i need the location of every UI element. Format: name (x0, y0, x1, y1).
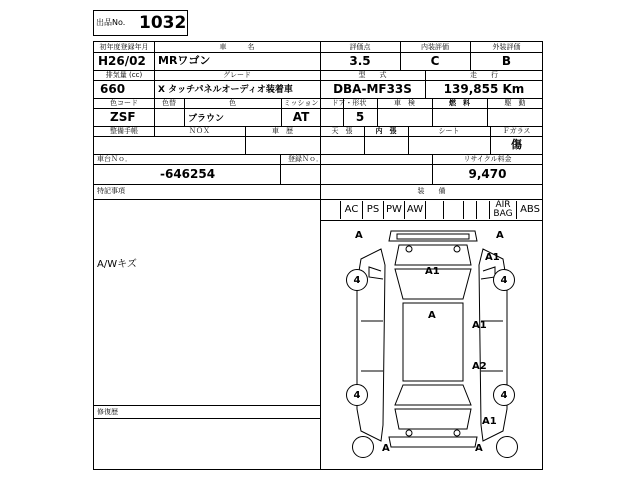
damage-mark-a1: A1 (485, 252, 500, 263)
car-diagram (321, 221, 543, 470)
repair-label: 修復歴 (97, 408, 118, 416)
equipment-item: AC (340, 201, 362, 219)
displacement-label: 排気量 (cc) (105, 71, 143, 79)
displacement-value: 660 (100, 82, 126, 96)
damage-mark-a: A (496, 230, 504, 241)
rule (280, 154, 281, 184)
grade-label: グレード (223, 71, 251, 79)
model-value: DBA-MF33S (333, 82, 412, 96)
manual-label: 整備手帳 (110, 127, 138, 135)
equipment-item: AW (404, 201, 425, 219)
aw-note: A/Wキズ (97, 259, 137, 270)
rule (93, 184, 543, 185)
tire-front-right-mark: 4 (493, 269, 515, 291)
damage-mark-a: A (475, 443, 483, 454)
doors-label: ドア・形状 (331, 99, 367, 107)
bottom-left-circle (352, 436, 374, 458)
equipment-item: PW (383, 201, 404, 219)
chassis-value: -646254 (160, 167, 216, 181)
color-code-label: 色コード (110, 99, 138, 107)
equipment-item: PS (362, 201, 383, 219)
equipment-label: 装 備 (417, 187, 446, 195)
equipment-item (476, 201, 489, 219)
recycle-label: リサイクル料金 (463, 155, 512, 163)
damage-mark-a1: A1 (425, 266, 440, 277)
rule (93, 199, 543, 200)
damage-mark-a: A (355, 230, 363, 241)
mileage-label: 走 行 (470, 71, 498, 79)
sunroof-label: 天 張 (331, 127, 353, 135)
score-label: 評価点 (349, 43, 371, 51)
glass-value: 傷 (511, 138, 522, 151)
exterior-label: 外装評価 (492, 43, 521, 51)
rule (93, 418, 320, 419)
damage-mark-a: A (382, 443, 390, 454)
color-change-label: 色替 (162, 99, 176, 107)
score-value: 3.5 (349, 54, 371, 68)
car-name-label: 車 名 (219, 43, 255, 51)
history-label: 車 歴 (272, 127, 293, 135)
equipment-item (463, 201, 476, 219)
color-label: 色 (229, 99, 236, 107)
interior-label: 内装評価 (421, 43, 449, 51)
notes-label: 特記事項 (97, 187, 125, 195)
doors-value: 5 (355, 110, 365, 124)
reg-year-label: 初年度登録年月 (99, 43, 149, 51)
rule (93, 164, 543, 165)
recycle-value: 9,470 (468, 167, 507, 181)
bottom-right-circle (496, 436, 518, 458)
mission-label: ミッション (283, 99, 319, 107)
equipment-item (425, 201, 443, 219)
lot-label: 出品No. (96, 18, 126, 27)
tire-rear-right-mark: 4 (493, 384, 515, 406)
rule (154, 41, 155, 136)
damage-mark-a1: A1 (472, 320, 487, 331)
color-value: ブラウン (188, 114, 225, 124)
damage-mark-a1: A1 (482, 416, 497, 427)
model-label: 型 式 (358, 71, 387, 79)
color-code-value: ZSF (110, 110, 136, 124)
nox-label: ＮＯＸ (189, 127, 210, 135)
equipment-item (443, 201, 463, 219)
damage-mark-a2: A2 (472, 361, 487, 372)
reg-no-label: 登録Ｎｏ． (288, 155, 323, 163)
equipment-item: ABS (516, 201, 543, 219)
grade-value: X タッチパネルオーディオ装着車 (158, 85, 293, 95)
exterior-value: B (501, 54, 512, 68)
inspection-label: 車 検 (394, 99, 415, 107)
reg-year-value: H26/02 (98, 54, 146, 68)
seat-label: シート (438, 127, 460, 135)
interior-lining-label: 内 張 (375, 127, 397, 135)
rule (93, 136, 543, 137)
rule (93, 405, 320, 406)
car-name-value: MRワゴン (158, 54, 211, 67)
interior-value: C (430, 54, 440, 68)
damage-mark-a: A (428, 310, 436, 321)
lot-number: 1032 (139, 13, 187, 33)
fuel-label: 燃 料 (449, 99, 470, 107)
tire-front-left-mark: 4 (346, 269, 368, 291)
drive-label: 駆 動 (504, 99, 526, 107)
tire-rear-left-mark: 4 (346, 384, 368, 406)
glass-label: Ｆガラス (502, 127, 531, 135)
mission-value: AT (292, 110, 310, 124)
equipment-item: AIR BAG (489, 201, 516, 219)
mileage-value: 139,855 Km (443, 82, 525, 96)
chassis-label: 車台Ｎｏ． (97, 155, 132, 163)
